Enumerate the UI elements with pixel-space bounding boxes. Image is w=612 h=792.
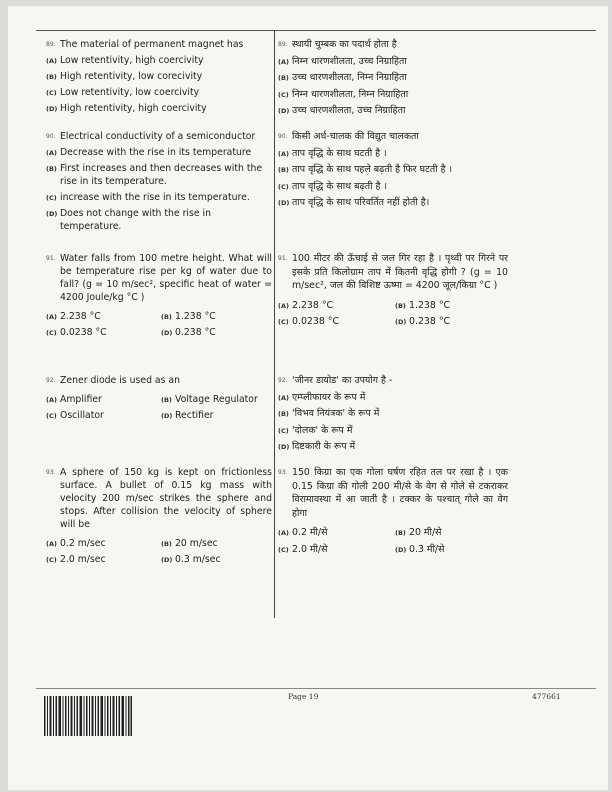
- option-c: (C) 0.0238 °C: [278, 316, 340, 327]
- question-number: 92.: [278, 377, 288, 384]
- option-a: (A) ताप वृद्धि के साथ घटती है ।: [278, 147, 387, 159]
- question-93-english: [46, 466, 272, 566]
- option-c: (C) increase with the rise in its temperature.: [46, 192, 250, 203]
- option-d: (D) ताप वृद्धि के साथ परिवर्तित नहीं होती है।: [278, 197, 430, 208]
- option-a: (A) 0.2 m/sec: [46, 538, 106, 549]
- question-91-hindi: [278, 252, 508, 329]
- option-d: (D) 0.3 मी/से: [395, 543, 445, 555]
- question-92-hindi: [278, 374, 508, 454]
- question-text: Water falls from 100 metre height. What will be temperature rise per kg of water due to fall? (g = 10 m/sec², specific heat of water = 4200 Joule/kg °C ): [60, 253, 272, 303]
- paper-code: 477661: [532, 692, 561, 701]
- option-d: (D) 0.3 m/sec: [161, 554, 221, 565]
- option-b: (B) 1.238 °C: [161, 311, 216, 322]
- top-rule: [36, 30, 596, 31]
- option-c: (C) निम्न धारणशीलता, निम्न निग्राहिता: [278, 88, 409, 100]
- question-number: 92.: [46, 377, 56, 384]
- option-a: (A) Low retentivity, high coercivity: [46, 55, 204, 66]
- question-89-hindi: [278, 38, 508, 118]
- option-d: (D) दिष्टकारी के रूप में: [278, 441, 356, 452]
- option-a: (A) Amplifier: [46, 394, 102, 405]
- question-91-english: [46, 252, 272, 339]
- question-text: 100 मीटर की ऊँचाई से जल गिर रहा है । पृथ्वी पर गिरने पर इसके प्रति किलोग्राम ताप में कितनी वृद्धि होगी ? (g = 10 m/sec², जल की विशिष्ट ऊष्मा = 4200 जूल/किग्रा °C ): [292, 253, 508, 291]
- question-number: 91.: [46, 255, 56, 262]
- question-number: 90.: [278, 133, 288, 140]
- option-c: (C) Low retentivity, low coercivity: [46, 87, 200, 98]
- option-c: (C) ताप वृद्धि के साथ बढ़ती है ।: [278, 180, 387, 192]
- option-a: (A) निम्न धारणशीलता, उच्च निग्राहिता: [278, 55, 407, 67]
- option-c: (C) 2.0 मी/से: [278, 543, 328, 555]
- option-a: (A) Decrease with the rise in its temperature: [46, 147, 252, 158]
- option-d: (D) 0.238 °C: [161, 327, 216, 338]
- option-b: (B) High retentivity, low corecivity: [46, 71, 203, 82]
- question-number: 93.: [46, 469, 56, 476]
- option-d: (D) 0.238 °C: [395, 316, 451, 327]
- option-b: (B) First increases and then decreases with the rise in its temperature.: [46, 163, 263, 187]
- option-d: (D) High retentivity, high coercivity: [46, 103, 207, 114]
- option-b: (B) उच्च धारणशीलता, निम्न निग्राहिता: [278, 72, 407, 83]
- question-number: 91.: [278, 255, 288, 262]
- option-b: (B) Voltage Regulator: [161, 394, 258, 405]
- question-text: किसी अर्ध-चालक की विद्युत चालकता: [292, 131, 419, 142]
- column-divider: [274, 30, 275, 618]
- option-c: (C) 2.0 m/sec: [46, 554, 106, 565]
- bottom-rule: [36, 688, 596, 689]
- question-number: 89.: [46, 41, 56, 48]
- option-b: (B) 20 m/sec: [161, 538, 218, 549]
- option-c: (C) Oscillator: [46, 410, 104, 421]
- question-text: Electrical conductivity of a semiconductor: [60, 131, 256, 142]
- option-c: (C) 'दोलक' के रूप में: [278, 424, 353, 436]
- option-a: (A) 2.238 °C: [46, 311, 101, 322]
- option-d: (D) उच्च धारणशीलता, उच्च निग्राहिता: [278, 105, 406, 116]
- option-b: (B) ताप वृद्धि के साथ पहले बढ़ती है फिर घटती है ।: [278, 164, 453, 175]
- question-90-hindi: [278, 130, 508, 210]
- option-d: (D) Does not change with the rise in temperature.: [46, 208, 212, 232]
- question-number: 90.: [46, 133, 56, 140]
- question-89-english: [46, 38, 272, 115]
- question-90-english: [46, 130, 272, 233]
- question-93-hindi: [278, 466, 508, 556]
- option-b: (B) 1.238 °C: [395, 299, 451, 311]
- question-text: 'जीनर डायोड' का उपयोग है -: [292, 375, 393, 386]
- option-c: (C) 0.0238 °C: [46, 327, 107, 338]
- option-b: (B) 'विभव नियंत्रक' के रूप में: [278, 408, 380, 419]
- barcode-icon: [44, 696, 132, 736]
- option-d: (D) Rectifier: [161, 410, 214, 421]
- question-text: Zener diode is used as an: [60, 375, 181, 386]
- question-text: स्थायी चुम्बक का पदार्थ होता है: [292, 39, 397, 50]
- exam-page: [8, 6, 608, 790]
- page-number: Page 19: [288, 692, 319, 701]
- question-number: 93.: [278, 469, 288, 476]
- question-number: 89.: [278, 41, 288, 48]
- question-text: The material of permanent magnet has: [60, 39, 244, 50]
- option-a: (A) 2.238 °C: [278, 299, 334, 311]
- option-a: (A) एम्प्लीफायर के रूप में: [278, 391, 366, 403]
- question-92-english: [46, 374, 272, 422]
- option-b: (B) 20 मी/से: [395, 527, 442, 538]
- question-text: A sphere of 150 kg is kept on frictionless surface. A bullet of 0.15 kg mass with velocity 200 m/sec strikes the sphere and stops. After collision the velocity of sphere will be: [60, 467, 272, 530]
- question-text: 150 किग्रा का एक गोला घर्षण रहित तल पर रखा है । एक 0.15 किग्रा की गोली 200 मी/से के वेग से गोले से टकराकर विरामावस्था में आ जाती है । टक्कर के पश्चात् गोले का वेग होगा: [292, 467, 508, 519]
- option-a: (A) 0.2 मी/से: [278, 527, 328, 538]
